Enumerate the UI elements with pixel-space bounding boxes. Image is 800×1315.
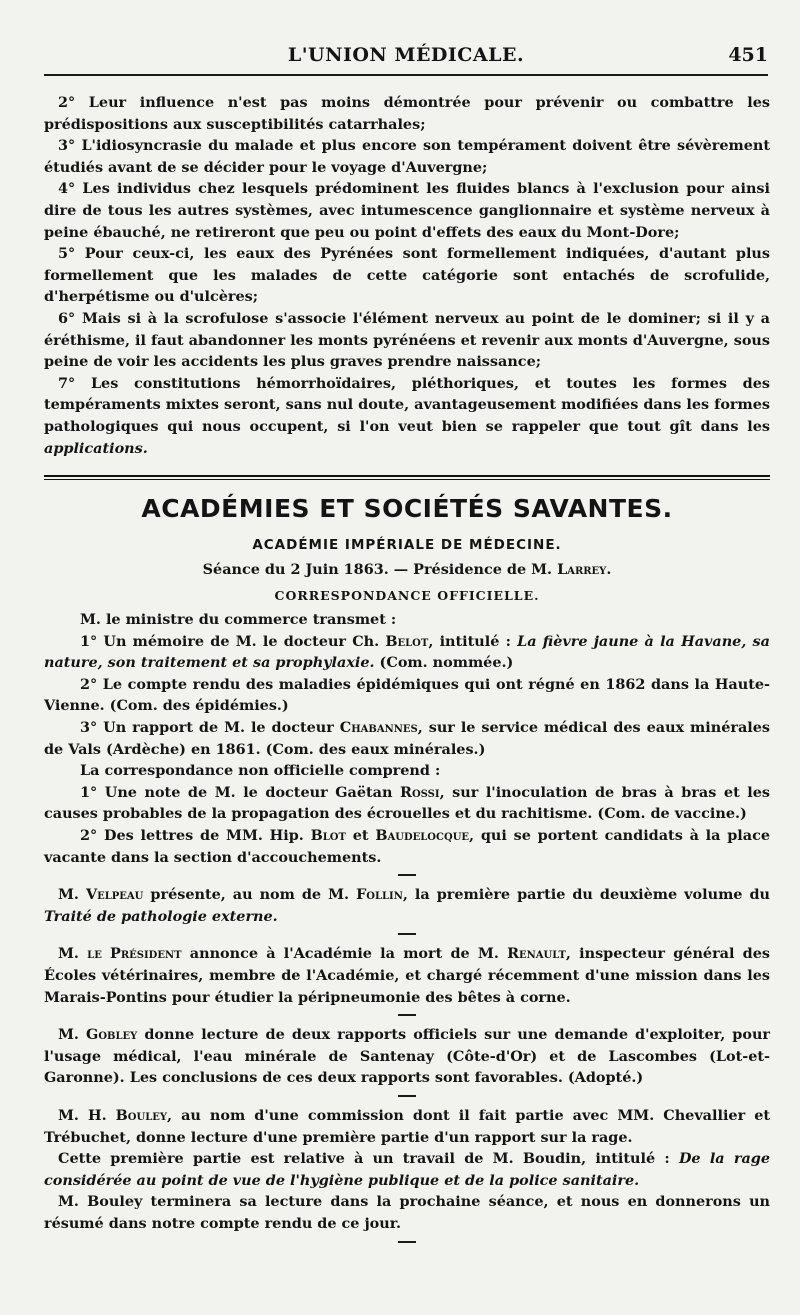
paragraph: 2° Le compte rendu des maladies épidémiques qui ont régné en 1862 dans la Haute-Vienne. (Com. des épidémies.) xyxy=(44,675,770,715)
paragraph: M. Velpeau présente, au nom de M. Follin, la première partie du deuxième volume du Traité de pathologie externe. xyxy=(44,886,770,925)
list-item: 4° Les individus chez lesquels prédominent les fluides blancs à l'exclusion pour ainsi dire de tous les autres systèmes, avec intumescence ganglionnaire et système nerveux à peine ébauché, ne retireront que peu ou point d'effets des eaux du Mont-Dore; xyxy=(44,180,770,241)
page-body xyxy=(44,92,770,1251)
correspondance-heading: CORRESPONDANCE OFFICIELLE. xyxy=(274,588,540,604)
paragraph: M. le ministre du commerce transmet : xyxy=(80,611,397,629)
paragraph: La correspondance non officielle comprend : xyxy=(80,762,441,780)
list-item: 5° Pour ceux-ci, les eaux des Pyrénées sont formellement indiquées, d'autant plus formellement que les malades de cette catégorie sont entachés de scrofulide, d'herpétisme ou d'ulcères; xyxy=(44,245,770,306)
paragraph: M. Gobley donne lecture de deux rapports officiels sur une demande d'exploiter, pour l'usage médical, l'eau minérale de Santenay (Côte-d'Or) et de Lascombes (Lot-et-Garonne). Les conclusions de ces deux rapports sont favorables. (Adopté.) xyxy=(44,1026,770,1087)
running-title: L'UNION MÉDICALE. xyxy=(287,44,525,66)
separator xyxy=(398,874,416,876)
list-item: 6° Mais si à la scrofulose s'associe l'élément nerveux au point de le dominer; si il y a éréthisme, il faut abandonner les monts pyrénéens et revenir aux monts d'Auvergne, sous peine de voir les accidents les plus graves prendre naissance; xyxy=(44,309,770,371)
paragraph: 2° Des lettres de MM. Hip. Blot et Baudelocque, qui se portent candidats à la place vacante dans la section d'accouchements. xyxy=(44,827,771,866)
paragraph: Cette première partie est relative à un travail de M. Boudin, intitulé : De la rage considérée au point de vue de l'hygiène publique et de la police sanitaire. xyxy=(44,1150,770,1189)
list-item: 7° Les constitutions hémorrhoïdaires, pléthoriques, et toutes les formes des tempéraments mixtes seront, sans nul doute, avantageusement modifiées dans les formes pathologiques qui nous occupent, si l'on veut bien se rappeler que tout gît dans les applications. xyxy=(44,374,770,457)
page-number: 451 xyxy=(728,44,768,66)
paragraph: M. Bouley terminera sa lecture dans la prochaine séance, et nous en donnerons un résumé dans notre compte rendu de ce jour. xyxy=(44,1193,770,1232)
separator xyxy=(398,1095,416,1097)
paragraph: 3° Un rapport de M. le docteur Chabannes, sur le service médical des eaux minérales de Vals (Ardèche) en 1861. (Com. des eaux minérales.) xyxy=(44,719,771,758)
page-header xyxy=(44,40,768,76)
separator xyxy=(398,933,416,935)
session-line: Séance du 2 Juin 1863. — Présidence de M. Larrey. xyxy=(202,561,612,579)
paragraph: M. le Président annonce à l'Académie la mort de M. Renault, inspecteur général des Écoles vétérinaires, membre de l'Académie, et chargé récemment d'une mission dans les Marais-Pontins pour étudier la péripneumonie des bêtes à corne. xyxy=(44,945,770,1006)
separator xyxy=(398,1241,416,1243)
academy-heading: ACADÉMIE IMPÉRIALE DE MÉDECINE. xyxy=(252,537,562,554)
paragraph: 1° Un mémoire de M. le docteur Ch. Belot, intitulé : La fièvre jaune à la Havane, sa nature, son traitement et sa prophylaxie. (Com. nommée.) xyxy=(44,632,770,672)
separator xyxy=(398,1014,416,1016)
list-item: 3° L'idiosyncrasie du malade et plus encore son tempérament doivent être sévèrement étudiés avant de se décider pour le voyage d'Auvergne; xyxy=(44,137,770,176)
section-rule xyxy=(44,475,770,480)
section-title: ACADÉMIES ET SOCIÉTÉS SAVANTES. xyxy=(141,494,673,524)
paragraph: M. H. Bouley, au nom d'une commission dont il fait partie avec MM. Chevallier et Trébuchet, donne lecture d'une première partie d'un rapport sur la rage. xyxy=(44,1106,770,1146)
paragraph: 1° Une note de M. le docteur Gaëtan Rossi, sur l'inoculation de bras à bras et les causes probables de la propagation des écrouelles et du rachitisme. (Com. de vaccine.) xyxy=(44,783,770,823)
list-item: 2° Leur influence n'est pas moins démontrée pour prévenir ou combattre les prédispositions aux susceptibilités catarrhales; xyxy=(44,94,770,133)
